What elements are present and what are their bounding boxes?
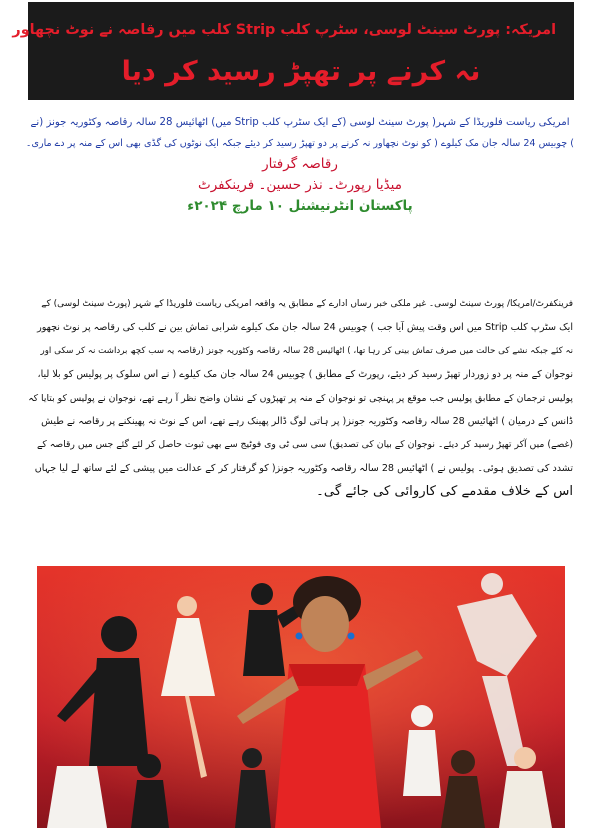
summary-line-2: ) چوبیس 24 سالہ جان مک کیلوے ( کو نوٹ نچھاور نہ کرنے پر دو تھپڑ رسید کر دیئے جبکہ ایک نوٹوں کی گڈی بھی اس کے منہ پر دے ماری۔ — [25, 138, 574, 149]
summary-block — [26, 112, 574, 217]
article-line: (غصے) میں آکر تھپڑ رسید کر دیئے۔ نوجوان کے بیان کی تصدیق) سی سی ٹی وی فوٹیج سے بھی ثبوت حاصل کر لئے گئے جس میں رقاصہ کے — [36, 439, 573, 451]
article-line: ڈانس کے درمیان ) اٹھائیس 28 سالہ رقاصہ وکٹوریہ جونز( پر ہاتی لوگ ڈالر پھینک رہے تھے، اس کے نوٹ نہ پھینکنے پر رقاصہ نے طیش — [41, 416, 573, 428]
summary-byline: میڈیا رپورٹ۔ نذر حسین۔ فرینکفرٹ — [197, 177, 402, 193]
article-line: نہ کئے جبکہ نشے کی حالت میں صرف تماش بینی کر رہا تھا، ) اٹھائیس 28 سالہ رقاصہ وکٹوریہ جونز (رقاصہ یہ سب کچھ برداشت نہ کر سکی اور — [40, 345, 573, 356]
summary-publication: پاکستان انٹرنیشنل ۱۰ مارچ ۲۰۲۴ء — [187, 198, 413, 214]
article-line: تشدد کی تصدیق ہوئی۔ پولیس نے ) اٹھائیس 28 سالہ رقاصہ وکٹوریہ جونز( کو گرفتار کر کے عدالت میں پیشی کے لئے ساتھ لے لیا جہاں — [34, 462, 573, 474]
headline-line-1: امریکہ: پورٹ سینٹ لوسی، سٹرپ کلب Strip کلب میں رقاصہ نے نوٹ نچھاور — [12, 22, 556, 38]
article-line: ایک سٹرپ کلب Strip میں اس وقت پیش آیا جب ) چوبیس 24 سالہ جان مک کیلوے شرابی تماش بین نے کلب کی رقاصہ پر نوٹ نچھور — [37, 322, 573, 334]
dancers-collage-image — [37, 566, 565, 828]
summary-line-1: امریکی ریاست فلوریڈا کے شہر( پورٹ سینٹ لوسی (کے ایک سٹرپ کلب Strip میں) اٹھائیس 28 سالہ رقاصہ وکٹوریہ جونز (نے — [30, 117, 570, 128]
article-line: پولیس ترجمان کے مطابق پولیس جب موقع پر پہنچی تو نوجوان کے منہ پر تھپڑوں کے نشان واضح نظر آ رہے تھے، نوجوان نے پولیس کو بتایا کہ — [28, 392, 573, 404]
headline-line-2: نہ کرنے پر تھپڑ رسید کر دیا — [121, 56, 481, 87]
article-body — [28, 293, 573, 504]
summary-subheading: رقاصہ گرفتار — [262, 156, 338, 172]
article-line: فرینکفرٹ/امریکا/ پورٹ سینٹ لوسی۔ غیر ملکی خبر رساں ادارے کے مطابق یہ واقعہ امریکی ریاست فلوریڈا کے شہر (پورٹ سینٹ لوسی) کے — [41, 299, 573, 309]
headline-banner — [12, 2, 574, 100]
article-line: اس کے خلاف مقدمے کی کاروائی کی جائے گی۔ — [316, 484, 573, 500]
article-line: نوجوان کے منہ پر دو زوردار تھپڑ رسید کر دیئے، رپورٹ کے مطابق ) چوبیس 24 سالہ جان مک کیلوے ( نے اس سلوک پر پولیس کو بلا لیا، — [37, 369, 573, 381]
